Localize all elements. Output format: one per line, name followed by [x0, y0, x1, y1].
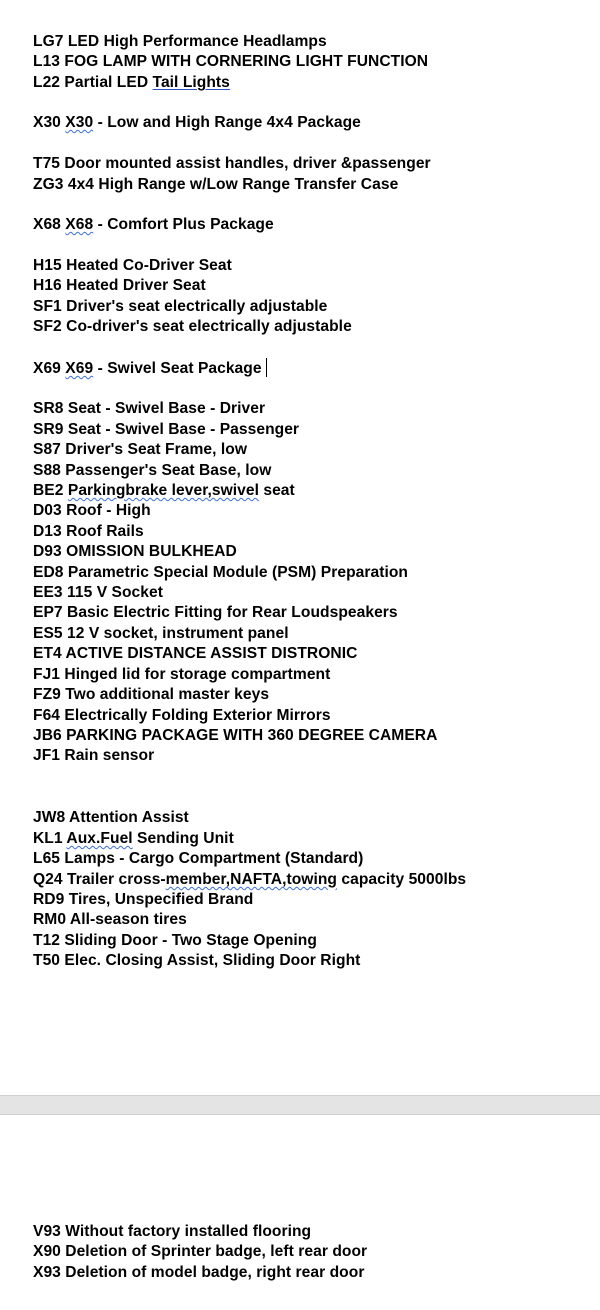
- spellcheck-flagged-word[interactable]: Parkingbrake lever,swivel: [67, 482, 259, 499]
- option-line-f64[interactable]: [33, 706, 331, 726]
- option-line-x93[interactable]: [33, 1263, 364, 1283]
- option-line-es5[interactable]: [33, 624, 289, 644]
- spellcheck-flagged-word[interactable]: X69: [65, 360, 94, 377]
- line-text: RD9 Tires, Unspecified Brand: [33, 891, 254, 908]
- spellcheck-flagged-word[interactable]: Aux.Fuel: [66, 830, 133, 847]
- option-line-jb6[interactable]: [33, 726, 437, 746]
- line-text: L65 Lamps - Cargo Compartment (Standard): [33, 850, 364, 867]
- line-text: S87 Driver's Seat Frame, low: [33, 441, 247, 458]
- option-line-rm0[interactable]: [33, 910, 187, 930]
- option-line-zg3[interactable]: [33, 175, 398, 195]
- line-text: FJ1 Hinged lid for storage compartment: [33, 666, 331, 683]
- option-line-rd9[interactable]: [33, 890, 253, 910]
- line-text: FZ9 Two additional master keys: [33, 686, 270, 703]
- option-line-sf1[interactable]: [33, 297, 327, 317]
- line-text: SF2 Co-driver's seat electrically adjustable: [33, 318, 352, 335]
- option-line-x69[interactable]: [33, 358, 267, 379]
- line-text: EP7 Basic Electric Fitting for Rear Loudspeakers: [33, 604, 398, 621]
- option-line-ed8[interactable]: [33, 563, 408, 583]
- line-text: - Low and High Range 4x4 Package: [93, 114, 361, 131]
- spellcheck-flagged-word[interactable]: X30: [65, 114, 94, 131]
- line-text: S88 Passenger's Seat Base, low: [33, 462, 272, 479]
- line-text: seat: [258, 482, 295, 499]
- option-line-v93[interactable]: [33, 1222, 311, 1242]
- option-line-l65[interactable]: [33, 849, 363, 869]
- option-line-h15[interactable]: [33, 256, 232, 276]
- line-text: Sending Unit: [132, 830, 234, 847]
- line-text: L22 Partial LED: [33, 74, 153, 91]
- option-line-t12[interactable]: [33, 931, 317, 951]
- option-line-be2[interactable]: [33, 481, 295, 501]
- option-line-fj1[interactable]: [33, 665, 330, 685]
- line-text: ZG3 4x4 High Range w/Low Range Transfer Case: [33, 176, 399, 193]
- line-text: D93 OMISSION BULKHEAD: [33, 543, 237, 560]
- line-text: V93 Without factory installed flooring: [33, 1223, 312, 1240]
- option-line-x68[interactable]: [33, 215, 274, 235]
- line-text: - Comfort Plus Package: [93, 216, 274, 233]
- option-line-kl1[interactable]: [33, 829, 234, 849]
- option-line-sr8[interactable]: [33, 399, 265, 419]
- option-line-x30[interactable]: [33, 113, 361, 133]
- option-line-sf2[interactable]: [33, 317, 352, 337]
- line-text: ED8 Parametric Special Module (PSM) Preparation: [33, 564, 408, 581]
- page-break-gap: [0, 1095, 600, 1115]
- line-text: Q24 Trailer cross-: [33, 871, 166, 888]
- option-line-ee3[interactable]: [33, 583, 163, 603]
- option-line-lg7[interactable]: [33, 32, 327, 52]
- line-text: X90 Deletion of Sprinter badge, left rear door: [33, 1243, 368, 1260]
- line-text: JF1 Rain sensor: [33, 747, 155, 764]
- line-text: capacity 5000lbs: [337, 871, 467, 888]
- option-line-t50[interactable]: [33, 951, 360, 971]
- option-line-jw8[interactable]: [33, 808, 189, 828]
- option-line-fz9[interactable]: [33, 685, 269, 705]
- line-text: SR8 Seat - Swivel Base - Driver: [33, 400, 266, 417]
- option-line-ep7[interactable]: [33, 603, 398, 623]
- option-line-et4[interactable]: [33, 644, 357, 664]
- line-text: BE2: [33, 482, 68, 499]
- line-text: ET4 ACTIVE DISTANCE ASSIST DISTRONIC: [33, 645, 358, 662]
- option-line-x90[interactable]: [33, 1242, 367, 1262]
- line-text: SF1 Driver's seat electrically adjustable: [33, 298, 328, 315]
- line-text: RM0 All-season tires: [33, 911, 187, 928]
- option-line-q24[interactable]: [33, 870, 466, 890]
- line-text: - Swivel Seat Package: [93, 360, 262, 377]
- text-cursor: [266, 358, 267, 377]
- spellcheck-flagged-word[interactable]: member,NAFTA,towing: [165, 871, 337, 888]
- line-text: D13 Roof Rails: [33, 523, 144, 540]
- option-line-jf1[interactable]: [33, 746, 154, 766]
- line-text: KL1: [33, 830, 67, 847]
- line-text: X69: [33, 360, 66, 377]
- line-text: F64 Electrically Folding Exterior Mirrors: [33, 707, 331, 724]
- option-line-s87[interactable]: [33, 440, 247, 460]
- option-line-d93[interactable]: [33, 542, 237, 562]
- tail-lights-link[interactable]: Tail Lights: [152, 74, 230, 91]
- line-text: T50 Elec. Closing Assist, Sliding Door Right: [33, 952, 361, 969]
- spellcheck-flagged-word[interactable]: X68: [65, 216, 94, 233]
- line-text: ES5 12 V socket, instrument panel: [33, 625, 289, 642]
- line-text: EE3 115 V Socket: [33, 584, 163, 601]
- line-text: T12 Sliding Door - Two Stage Opening: [33, 932, 317, 949]
- line-text: LG7 LED High Performance Headlamps: [33, 33, 327, 50]
- line-text: SR9 Seat - Swivel Base - Passenger: [33, 421, 300, 438]
- option-line-l13[interactable]: [33, 52, 428, 72]
- line-text: D03 Roof - High: [33, 502, 151, 519]
- option-line-l22[interactable]: [33, 73, 230, 93]
- option-line-sr9[interactable]: [33, 420, 299, 440]
- option-line-t75[interactable]: [33, 154, 431, 174]
- line-text: JB6 PARKING PACKAGE WITH 360 DEGREE CAMERA: [33, 727, 438, 744]
- option-line-h16[interactable]: [33, 276, 206, 296]
- line-text: X93 Deletion of model badge, right rear door: [33, 1264, 365, 1281]
- option-line-d03[interactable]: [33, 501, 151, 521]
- line-text: T75 Door mounted assist handles, driver &passenger: [33, 155, 431, 172]
- line-text: JW8 Attention Assist: [33, 809, 189, 826]
- line-text: X30: [33, 114, 66, 131]
- line-text: H16 Heated Driver Seat: [33, 277, 206, 294]
- option-line-d13[interactable]: [33, 522, 144, 542]
- line-text: H15 Heated Co-Driver Seat: [33, 257, 232, 274]
- line-text: L13 FOG LAMP WITH CORNERING LIGHT FUNCTION: [33, 53, 429, 70]
- line-text: X68: [33, 216, 66, 233]
- option-line-s88[interactable]: [33, 461, 271, 481]
